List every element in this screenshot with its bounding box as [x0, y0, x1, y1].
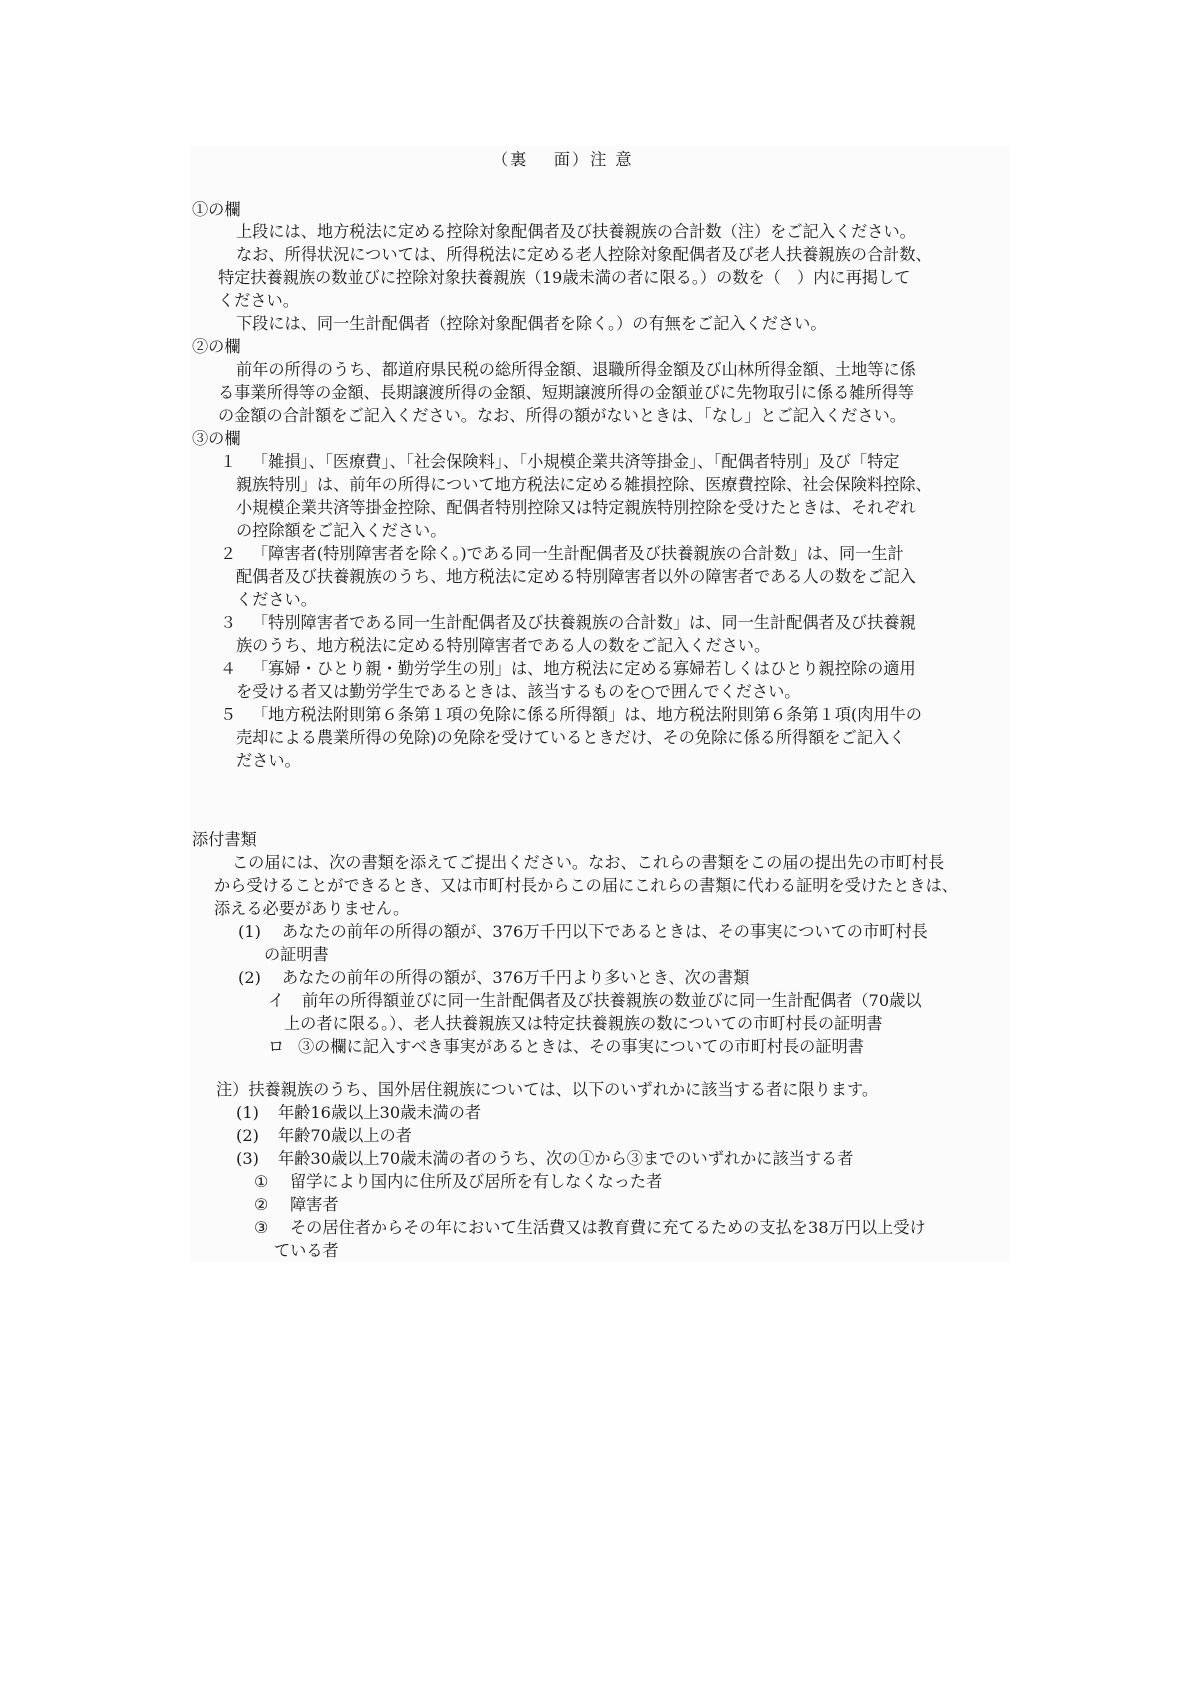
note-heading: 注）扶養親族のうち、国外居住親族については、以下のいずれかに該当する者に限ります。 — [216, 1080, 879, 1099]
section3-item-line: を受ける者又は勤労学生であるときは、該当するものを○で囲んでください。 — [236, 682, 801, 701]
section3-item-number: １ — [220, 452, 237, 471]
attachments-intro-line: 添える必要がありません。 — [214, 899, 410, 918]
attachment-item-line: の証明書 — [264, 945, 329, 964]
attachment-sub-line: ③の欄に記入すべき事実があるときは、その事実についての市町村長の証明書 — [298, 1037, 864, 1056]
page-title: （裏 面）注 意 — [492, 150, 634, 169]
note-item-text: 年齢30歳以上70歳未満の者のうち、次の①から③までのいずれかに該当する者 — [278, 1149, 854, 1168]
note-sub-line: 障害者 — [290, 1195, 339, 1214]
note-sub-line: 留学により国内に住所及び居所を有しなくなった者 — [290, 1172, 663, 1191]
note-item-number: (2) — [236, 1126, 259, 1145]
note-sub-mark: ③ — [254, 1218, 269, 1237]
section3-item-line: 親族特別」は、前年の所得について地方税法に定める雑損控除、医療費控除、社会保険料控除、 — [236, 475, 932, 494]
section2-line: る事業所得等の金額、長期譲渡所得の金額、短期譲渡所得の金額並びに先物取引に係る雑所得等 — [218, 383, 915, 402]
section3-item-line: 「障害者(特別障害者を除く。)である同一生計配偶者及び扶養親族の合計数」は、同一生計 — [252, 544, 904, 563]
note-sub-line: ている者 — [274, 1241, 339, 1260]
note-sub-mark: ① — [254, 1172, 269, 1191]
attachment-item-line: あなたの前年の所得の額が、376万千円より多いとき、次の書類 — [282, 968, 750, 987]
note-sub-line: その居住者からその年において生活費又は教育費に充てるための支払を38万円以上受け — [290, 1218, 926, 1237]
section1-line: 上段には、地方税法に定める控除対象配偶者及び扶養親族の合計数（注）をご記入ください。 — [236, 222, 916, 241]
section2-line: の金額の合計額をご記入ください。なお、所得の額がないときは、「なし」とご記入ください。 — [218, 406, 906, 425]
note-sub-mark: ② — [254, 1195, 269, 1214]
attachment-item-number: (1) — [238, 922, 261, 941]
section3-item-number: ２ — [220, 544, 237, 563]
attachment-item-number: (2) — [238, 968, 261, 987]
section3-item-line: 売却による農業所得の免除)の免除を受けているときだけ、その免除に係る所得額をご記入く — [236, 728, 906, 747]
attachment-sub-mark: イ — [268, 991, 285, 1010]
section3-item-number: ５ — [220, 705, 237, 724]
section3-item-line: ください。 — [236, 590, 317, 609]
section1-line: なお、所得状況については、所得税法に定める老人控除対象配偶者及び老人扶養親族の合計数、 — [236, 245, 932, 264]
section3-item-line: ださい。 — [236, 751, 301, 770]
section3-item-number: ４ — [220, 659, 237, 678]
section1-line: 下段には、同一生計配偶者（控除対象配偶者を除く。）の有無をご記入ください。 — [236, 314, 827, 333]
section3-item-line: 族のうち、地方税法に定める特別障害者である人の数をご記入ください。 — [236, 636, 771, 655]
attachment-sub-mark: ロ — [268, 1037, 285, 1056]
attachments-intro-line: から受けることができるとき、又は市町村長からこの届にこれらの書類に代わる証明を受けたときは、 — [214, 876, 958, 895]
section3-item-number: ３ — [220, 613, 237, 632]
attachments-intro-line: この届には、次の書類を添えてご提出ください。なお、これらの書類をこの届の提出先の市町村長 — [232, 853, 945, 872]
attachment-sub-line: 前年の所得額並びに同一生計配偶者及び扶養親族の数並びに同一生計配偶者（70歳以 — [302, 991, 922, 1010]
section1-line: 特定扶養親族の数並びに控除対象扶養親族（19歳未満の者に限る。）の数を（ ）内に再掲して — [218, 268, 911, 287]
attachments-heading: 添付書類 — [192, 830, 257, 849]
attachment-sub-line: 上の者に限る。）、老人扶養親族又は特定扶養親族の数についての市町村長の証明書 — [284, 1014, 883, 1033]
section3-item-line: の控除額をご記入ください。 — [236, 521, 447, 540]
section3-item-line: 小規模企業共済等掛金控除、配偶者特別控除又は特定親族特別控除を受けたときは、それぞれ — [236, 498, 916, 517]
note-item-text: 年齢16歳以上30歳未満の者 — [278, 1103, 482, 1122]
section3-item-line: 「雑損」、「医療費」、「社会保険料」、「小規模企業共済等掛金」、「配偶者特別」及び「特定 — [252, 452, 900, 471]
note-item-text: 年齢70歳以上の者 — [278, 1126, 412, 1145]
attachment-item-line: あなたの前年の所得の額が、376万千円以下であるときは、その事実についての市町村長 — [282, 922, 928, 941]
section3-heading: ③の欄 — [192, 429, 241, 448]
section3-item-line: 配偶者及び扶養親族のうち、地方税法に定める特別障害者以外の障害者である人の数をご記入 — [236, 567, 916, 586]
section3-item-line: 「特別障害者である同一生計配偶者及び扶養親族の合計数」は、同一生計配偶者及び扶養親 — [252, 613, 916, 632]
section3-item-line: 「地方税法附則第６条第１項の免除に係る所得額」は、地方税法附則第６条第１項(肉用牛の — [252, 705, 922, 724]
section2-heading: ②の欄 — [192, 337, 241, 356]
section2-line: 前年の所得のうち、都道府県民税の総所得金額、退職所得金額及び山林所得金額、土地等に係 — [236, 360, 916, 379]
note-item-number: (1) — [236, 1103, 259, 1122]
section1-line: ください。 — [218, 291, 299, 310]
section1-heading: ①の欄 — [192, 200, 241, 219]
note-item-number: (3) — [236, 1149, 259, 1168]
section3-item-line: 「寡婦・ひとり親・勤労学生の別」は、地方税法に定める寡婦若しくはひとり親控除の適用 — [252, 659, 916, 678]
